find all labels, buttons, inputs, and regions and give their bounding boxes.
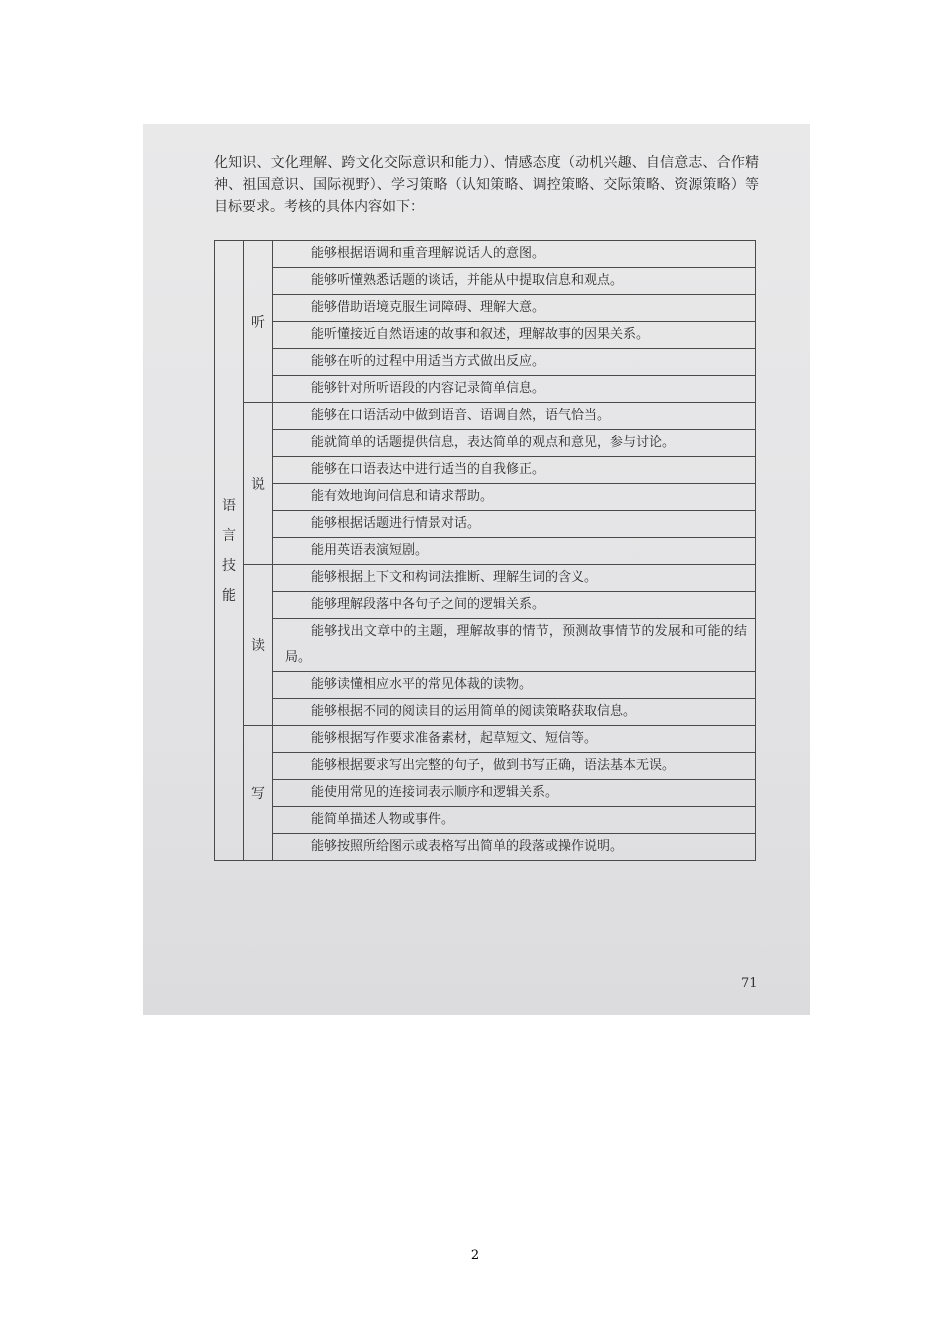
section-cell	[244, 565, 273, 726]
requirement-item: 能听懂接近自然语速的故事和叙述，理解故事的因果关系。	[273, 322, 756, 349]
table-row	[215, 565, 756, 592]
table-row	[215, 295, 756, 322]
requirement-item: 能够针对所听语段的内容记录简单信息。	[273, 376, 756, 403]
table-row	[215, 484, 756, 511]
table-row	[215, 699, 756, 726]
requirement-item: 能够根据写作要求准备素材，起草短文、短信等。	[273, 726, 756, 753]
requirement-item: 能有效地询问信息和请求帮助。	[273, 484, 756, 511]
book-page-number: 71	[741, 976, 758, 991]
table-row	[215, 403, 756, 430]
requirement-item: 能够听懂熟悉话题的谈话，并能从中提取信息和观点。	[273, 268, 756, 295]
requirement-item: 能够根据不同的阅读目的运用简单的阅读策略获取信息。	[273, 699, 756, 726]
requirement-item: 能用英语表演短剧。	[273, 538, 756, 565]
requirement-item: 能简单描述人物或事件。	[273, 807, 756, 834]
requirement-item: 能使用常见的连接词表示顺序和逻辑关系。	[273, 780, 756, 807]
table-row	[215, 672, 756, 699]
table-row	[215, 834, 756, 861]
section-label: 说	[251, 476, 265, 493]
scanned-page-photo	[143, 124, 810, 1015]
requirement-item: 能够根据话题进行情景对话。	[273, 511, 756, 538]
requirement-item: 能够读懂相应水平的常见体裁的读物。	[273, 672, 756, 699]
document-page-number: 2	[470, 1248, 480, 1263]
intro-text: 化知识、文化理解、跨文化交际意识和能力）、情感态度（动机兴趣、自信意志、合作精神、祖国意识、国际视野）、学习策略（认知策略、调控策略、交际策略、资源策略）等目标要求。考核的具体内容如下：	[214, 155, 759, 215]
table-row	[215, 457, 756, 484]
table-row	[215, 430, 756, 457]
table-row	[215, 592, 756, 619]
requirement-item: 能够理解段落中各句子之间的逻辑关系。	[273, 592, 756, 619]
table-row	[215, 511, 756, 538]
table-row	[215, 349, 756, 376]
table-row	[215, 268, 756, 295]
section-label: 听	[251, 314, 265, 331]
table-row	[215, 807, 756, 834]
requirement-item: 能就简单的话题提供信息，表达简单的观点和意见，参与讨论。	[273, 430, 756, 457]
section-cell	[244, 241, 273, 403]
table-row	[215, 376, 756, 403]
skills-table-body	[215, 241, 756, 861]
section-cell	[244, 726, 273, 861]
requirement-item: 能够根据语调和重音理解说话人的意图。	[273, 241, 756, 268]
requirement-item: 能够借助语境克服生词障碍、理解大意。	[273, 295, 756, 322]
requirement-item: 能够找出文章中的主题，理解故事的情节，预测故事情节的发展和可能的结局。	[273, 619, 756, 672]
category-label: 语言技能	[222, 497, 236, 604]
section-label: 写	[251, 786, 265, 802]
table-row	[215, 538, 756, 565]
table-row	[215, 241, 756, 268]
section-cell	[244, 403, 273, 565]
category-cell	[215, 241, 244, 861]
intro-paragraph	[214, 152, 759, 218]
skills-table	[214, 240, 756, 861]
section-label: 读	[251, 638, 265, 654]
requirement-item: 能够按照所给图示或表格写出简单的段落或操作说明。	[273, 834, 756, 861]
requirement-item: 能够根据上下文和构词法推断、理解生词的含义。	[273, 565, 756, 592]
requirement-item: 能够根据要求写出完整的句子，做到书写正确，语法基本无误。	[273, 753, 756, 780]
table-row	[215, 619, 756, 672]
requirement-item: 能够在听的过程中用适当方式做出反应。	[273, 349, 756, 376]
requirement-item: 能够在口语表达中进行适当的自我修正。	[273, 457, 756, 484]
table-row	[215, 753, 756, 780]
table-row	[215, 726, 756, 753]
table-row	[215, 322, 756, 349]
requirement-item: 能够在口语活动中做到语音、语调自然，语气恰当。	[273, 403, 756, 430]
table-row	[215, 780, 756, 807]
